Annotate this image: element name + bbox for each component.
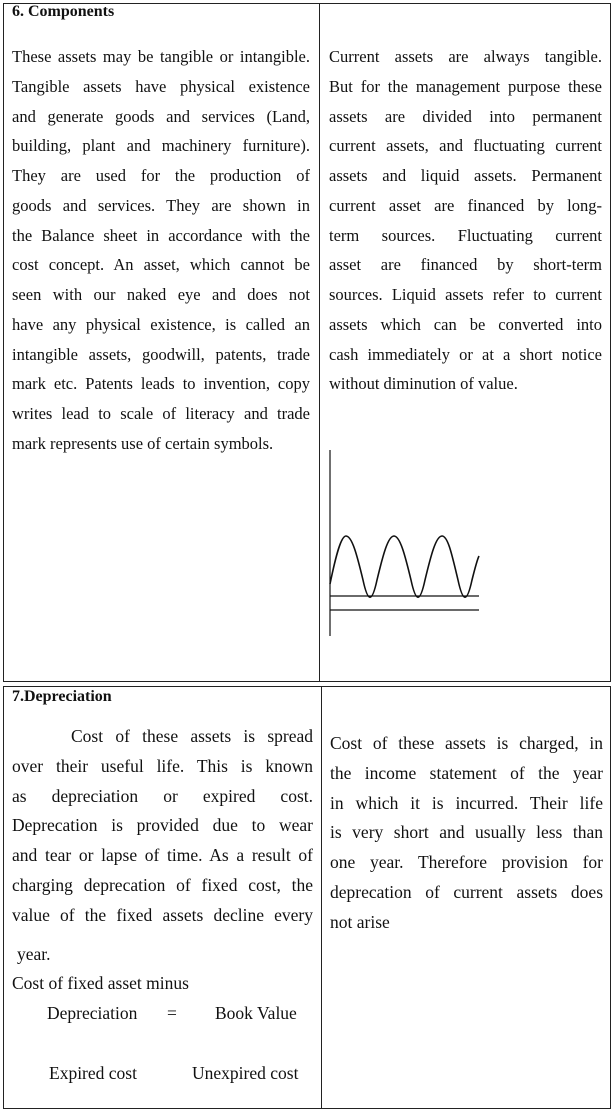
text-line: and tear or lapse of time. As a result of [12, 845, 313, 865]
equation-book-value: Book Value [215, 1003, 297, 1023]
text-line: These assets may be tangible or intangible. [12, 47, 310, 66]
text-line: the income statement of the year [330, 763, 603, 783]
text-line: without diminution of value. [329, 374, 518, 393]
label-expired-cost: Expired cost [49, 1063, 137, 1083]
label-unexpired-cost: Unexpired cost [192, 1063, 299, 1083]
text-line: one year. Therefore provision for [330, 852, 603, 872]
text-line: assets which can be converted into [329, 315, 602, 334]
text-line: and generate goods and services (Land, [12, 107, 310, 126]
text-line: Cost of these assets is spread [71, 726, 313, 746]
text-line: over their useful life. This is known [12, 756, 313, 776]
text-line: They are used for the production of [12, 166, 310, 185]
text-line: current assets, and fluctuating current [329, 136, 602, 155]
text-line: value of the fixed assets decline every [12, 905, 313, 925]
text-line: cost concept. An asset, which cannot be [12, 255, 310, 274]
text-line: intangible assets, goodwill, patents, trade [12, 345, 310, 364]
text-line: term sources. Fluctuating current [329, 226, 602, 245]
text-line: mark represents use of certain symbols. [12, 434, 274, 453]
text-line: asset are financed by short-term [329, 255, 602, 274]
equation-depreciation: Depreciation [47, 1003, 138, 1023]
diagram-wave-line [330, 536, 479, 597]
text-line: is very short and usually less than [330, 822, 603, 842]
text-line: building, plant and machinery furniture). [12, 136, 310, 155]
text-line: have any physical existence, is called an [12, 315, 310, 334]
text-line: sources. Liquid assets refer to current [329, 285, 602, 304]
text-line: year. [17, 944, 51, 964]
text-line: seen with our naked eye and does not [12, 285, 310, 304]
text-line: deprecation of current assets does [330, 882, 603, 902]
text-line: the Balance sheet in accordance with the [12, 226, 310, 245]
text-line: not arise [330, 912, 390, 932]
section6-heading: 6. Components [12, 3, 115, 20]
text-line: assets are divided into permanent [329, 107, 602, 126]
text-line: Cost of fixed asset minus [12, 973, 189, 993]
table7-right-border [610, 686, 611, 1109]
text-line: mark etc. Patents leads to invention, copy [12, 374, 310, 393]
table7-left-border [3, 686, 4, 1109]
table7-divider [321, 686, 322, 1109]
text-line: current asset are financed by long- [329, 196, 602, 215]
text-line: cash immediately or at a short notice [329, 345, 602, 364]
text-line: charging deprecation of fixed cost, the [12, 875, 313, 895]
text-line: as depreciation or expired cost. [12, 786, 313, 806]
text-line: assets and liquid assets. Permanent [329, 166, 602, 185]
section7-heading: 7.Depreciation [12, 688, 112, 705]
text-line: Current assets are always tangible. [329, 47, 602, 66]
text-line: Tangible assets have physical existence [12, 77, 310, 96]
text-line: writes lead to scale of literacy and trade [12, 404, 310, 423]
text-line: goods and services. They are shown in [12, 196, 310, 215]
text-line: in which it is incurred. Their life [330, 793, 603, 813]
text-line: But for the management purpose these [329, 77, 602, 96]
table7-bottom-border [3, 1108, 611, 1109]
text-line: Cost of these assets is charged, in [330, 733, 603, 753]
equation-equals-sign: = [167, 1003, 177, 1023]
text-line: Deprecation is provided due to wear [12, 815, 313, 835]
